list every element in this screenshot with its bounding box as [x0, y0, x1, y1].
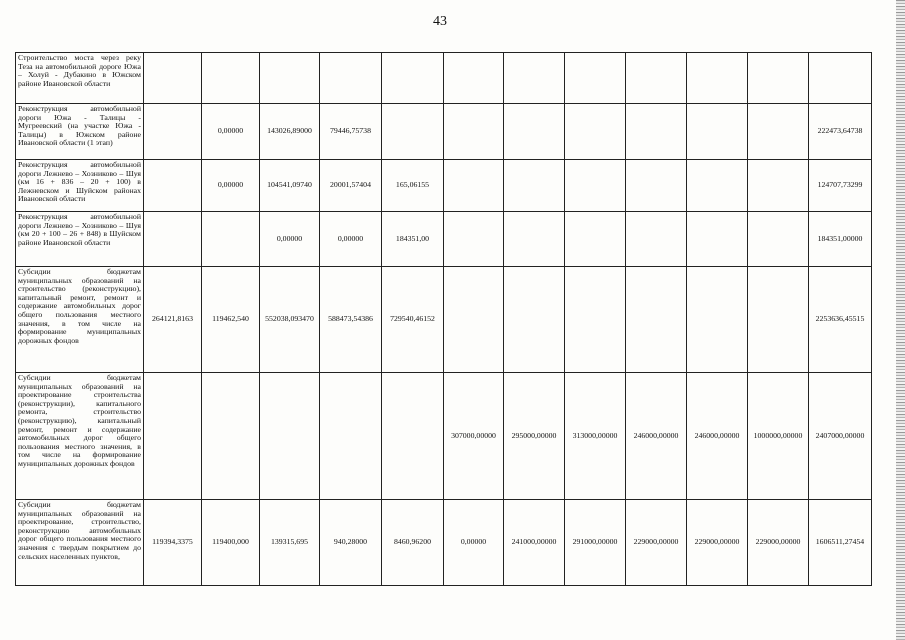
table-cell: 20001,57404: [320, 160, 382, 212]
budget-table: [15, 52, 872, 586]
table-cell: [687, 160, 748, 212]
table-row: [16, 160, 872, 212]
table-cell: 79446,75738: [320, 104, 382, 160]
table-cell: [504, 104, 565, 160]
table-cell: [260, 53, 320, 104]
table-cell: 222473,64738: [809, 104, 872, 160]
table-cell: 104541,09740: [260, 160, 320, 212]
table-row: [16, 212, 872, 267]
table-cell: [626, 267, 687, 373]
row-description: Реконструкция автомобильной дороги Лежнево – Хозниково – Шуя (км 16 + 836 – 20 + 100) в Лежневском и Шуйском районах Ивановской области: [16, 160, 144, 212]
table-row: [16, 373, 872, 500]
table-cell: [687, 267, 748, 373]
table-cell: 729540,46152: [382, 267, 444, 373]
table-cell: [320, 53, 382, 104]
row-description: Субсидии бюджетам муниципальных образований на проектирование, строительство, реконструкцию автомобильных дорог общего пользования местного значения с твердым покрытием до сельских населенных пунктов,: [16, 500, 144, 586]
table-cell: [565, 104, 626, 160]
table-cell: [444, 267, 504, 373]
row-description: Реконструкция автомобильной дороги Южа - Талицы - Мугреевский (на участке Южа - Талицы) в Южском районе Ивановской области (1 этап): [16, 104, 144, 160]
table-cell: [504, 212, 565, 267]
table-cell: 246000,00000: [626, 373, 687, 500]
table-cell: 0,00000: [202, 160, 260, 212]
table-cell: [626, 212, 687, 267]
table-cell: [444, 160, 504, 212]
table-cell: [748, 160, 809, 212]
table-cell: 2407000,00000: [809, 373, 872, 500]
table-cell: [202, 53, 260, 104]
table-cell: [260, 373, 320, 500]
table-cell: [748, 212, 809, 267]
table-cell: [504, 53, 565, 104]
table-cell: 241000,00000: [504, 500, 565, 586]
scan-edge: [896, 0, 905, 640]
table-cell: 139315,695: [260, 500, 320, 586]
table-cell: [687, 212, 748, 267]
table-cell: [565, 53, 626, 104]
table-row: [16, 104, 872, 160]
table-cell: 184351,00: [382, 212, 444, 267]
table-cell: [748, 267, 809, 373]
table-cell: 940,28000: [320, 500, 382, 586]
table-cell: 264121,8163: [144, 267, 202, 373]
page-number: 43: [433, 14, 447, 29]
table-cell: [565, 267, 626, 373]
table-cell: [565, 212, 626, 267]
table-cell: 8460,96200: [382, 500, 444, 586]
table-row: [16, 267, 872, 373]
table-cell: [202, 212, 260, 267]
table-cell: 229000,00000: [626, 500, 687, 586]
table-row: [16, 500, 872, 586]
table-cell: [144, 160, 202, 212]
table-cell: 229000,00000: [748, 500, 809, 586]
table-cell: 165,06155: [382, 160, 444, 212]
table-cell: 313000,00000: [565, 373, 626, 500]
table-cell: [444, 104, 504, 160]
table-cell: 291000,00000: [565, 500, 626, 586]
table-cell: 2253636,45515: [809, 267, 872, 373]
table-cell: [444, 212, 504, 267]
table-body: [16, 53, 872, 586]
table-cell: 0,00000: [260, 212, 320, 267]
row-description: Реконструкция автомобильной дороги Лежнево – Хозниково – Шуя (км 20 + 100 – 26 + 848) в Шуйском районе Ивановской области: [16, 212, 144, 267]
table-cell: [504, 267, 565, 373]
table-cell: 119394,3375: [144, 500, 202, 586]
table-cell: 124707,73299: [809, 160, 872, 212]
table-cell: 1000000,00000: [748, 373, 809, 500]
table-row: [16, 53, 872, 104]
table-cell: 307000,00000: [444, 373, 504, 500]
table-cell: 295000,00000: [504, 373, 565, 500]
table-cell: 588473,54386: [320, 267, 382, 373]
table-cell: [565, 160, 626, 212]
table-cell: [626, 104, 687, 160]
table-cell: [687, 53, 748, 104]
table-cell: 1606511,27454: [809, 500, 872, 586]
table-cell: [382, 373, 444, 500]
table-cell: [626, 160, 687, 212]
table-cell: 143026,89000: [260, 104, 320, 160]
table-cell: [748, 53, 809, 104]
table-cell: [504, 160, 565, 212]
table-cell: 119400,000: [202, 500, 260, 586]
table-cell: 119462,540: [202, 267, 260, 373]
table-cell: 0,00000: [320, 212, 382, 267]
table-cell: [144, 53, 202, 104]
row-description: Субсидии бюджетам муниципальных образований на проектирование строительства (реконструкции), капитального ремонта, строительство (реконструкцию), капитальный ремонт, ремонт и содержание автомобильных дорог общего пользования местного значения, в том числе на формирование муниципальных дорожных фондов: [16, 373, 144, 500]
table-cell: [687, 104, 748, 160]
table-cell: 0,00000: [444, 500, 504, 586]
table-cell: [444, 53, 504, 104]
table-cell: [202, 373, 260, 500]
table-cell: [382, 53, 444, 104]
table-cell: 184351,00000: [809, 212, 872, 267]
row-description: Строительство моста через реку Теза на автомобильной дороге Южа – Холуй - Дубакино в Южском районе Ивановской области: [16, 53, 144, 104]
table-cell: [382, 104, 444, 160]
table-cell: [144, 212, 202, 267]
table-cell: [626, 53, 687, 104]
table-cell: [809, 53, 872, 104]
table-cell: [320, 373, 382, 500]
table-cell: 246000,00000: [687, 373, 748, 500]
table-cell: [144, 373, 202, 500]
table-cell: [144, 104, 202, 160]
table-cell: 229000,00000: [687, 500, 748, 586]
table-cell: 552038,093470: [260, 267, 320, 373]
table-cell: [748, 104, 809, 160]
table-cell: 0,00000: [202, 104, 260, 160]
row-description: Субсидии бюджетам муниципальных образований на строительство (реконструкцию), капитальный ремонт, ремонт и содержание автомобильных дорог общего пользования местного значения, в том числе на формирование муниципальных дорожных фондов: [16, 267, 144, 373]
